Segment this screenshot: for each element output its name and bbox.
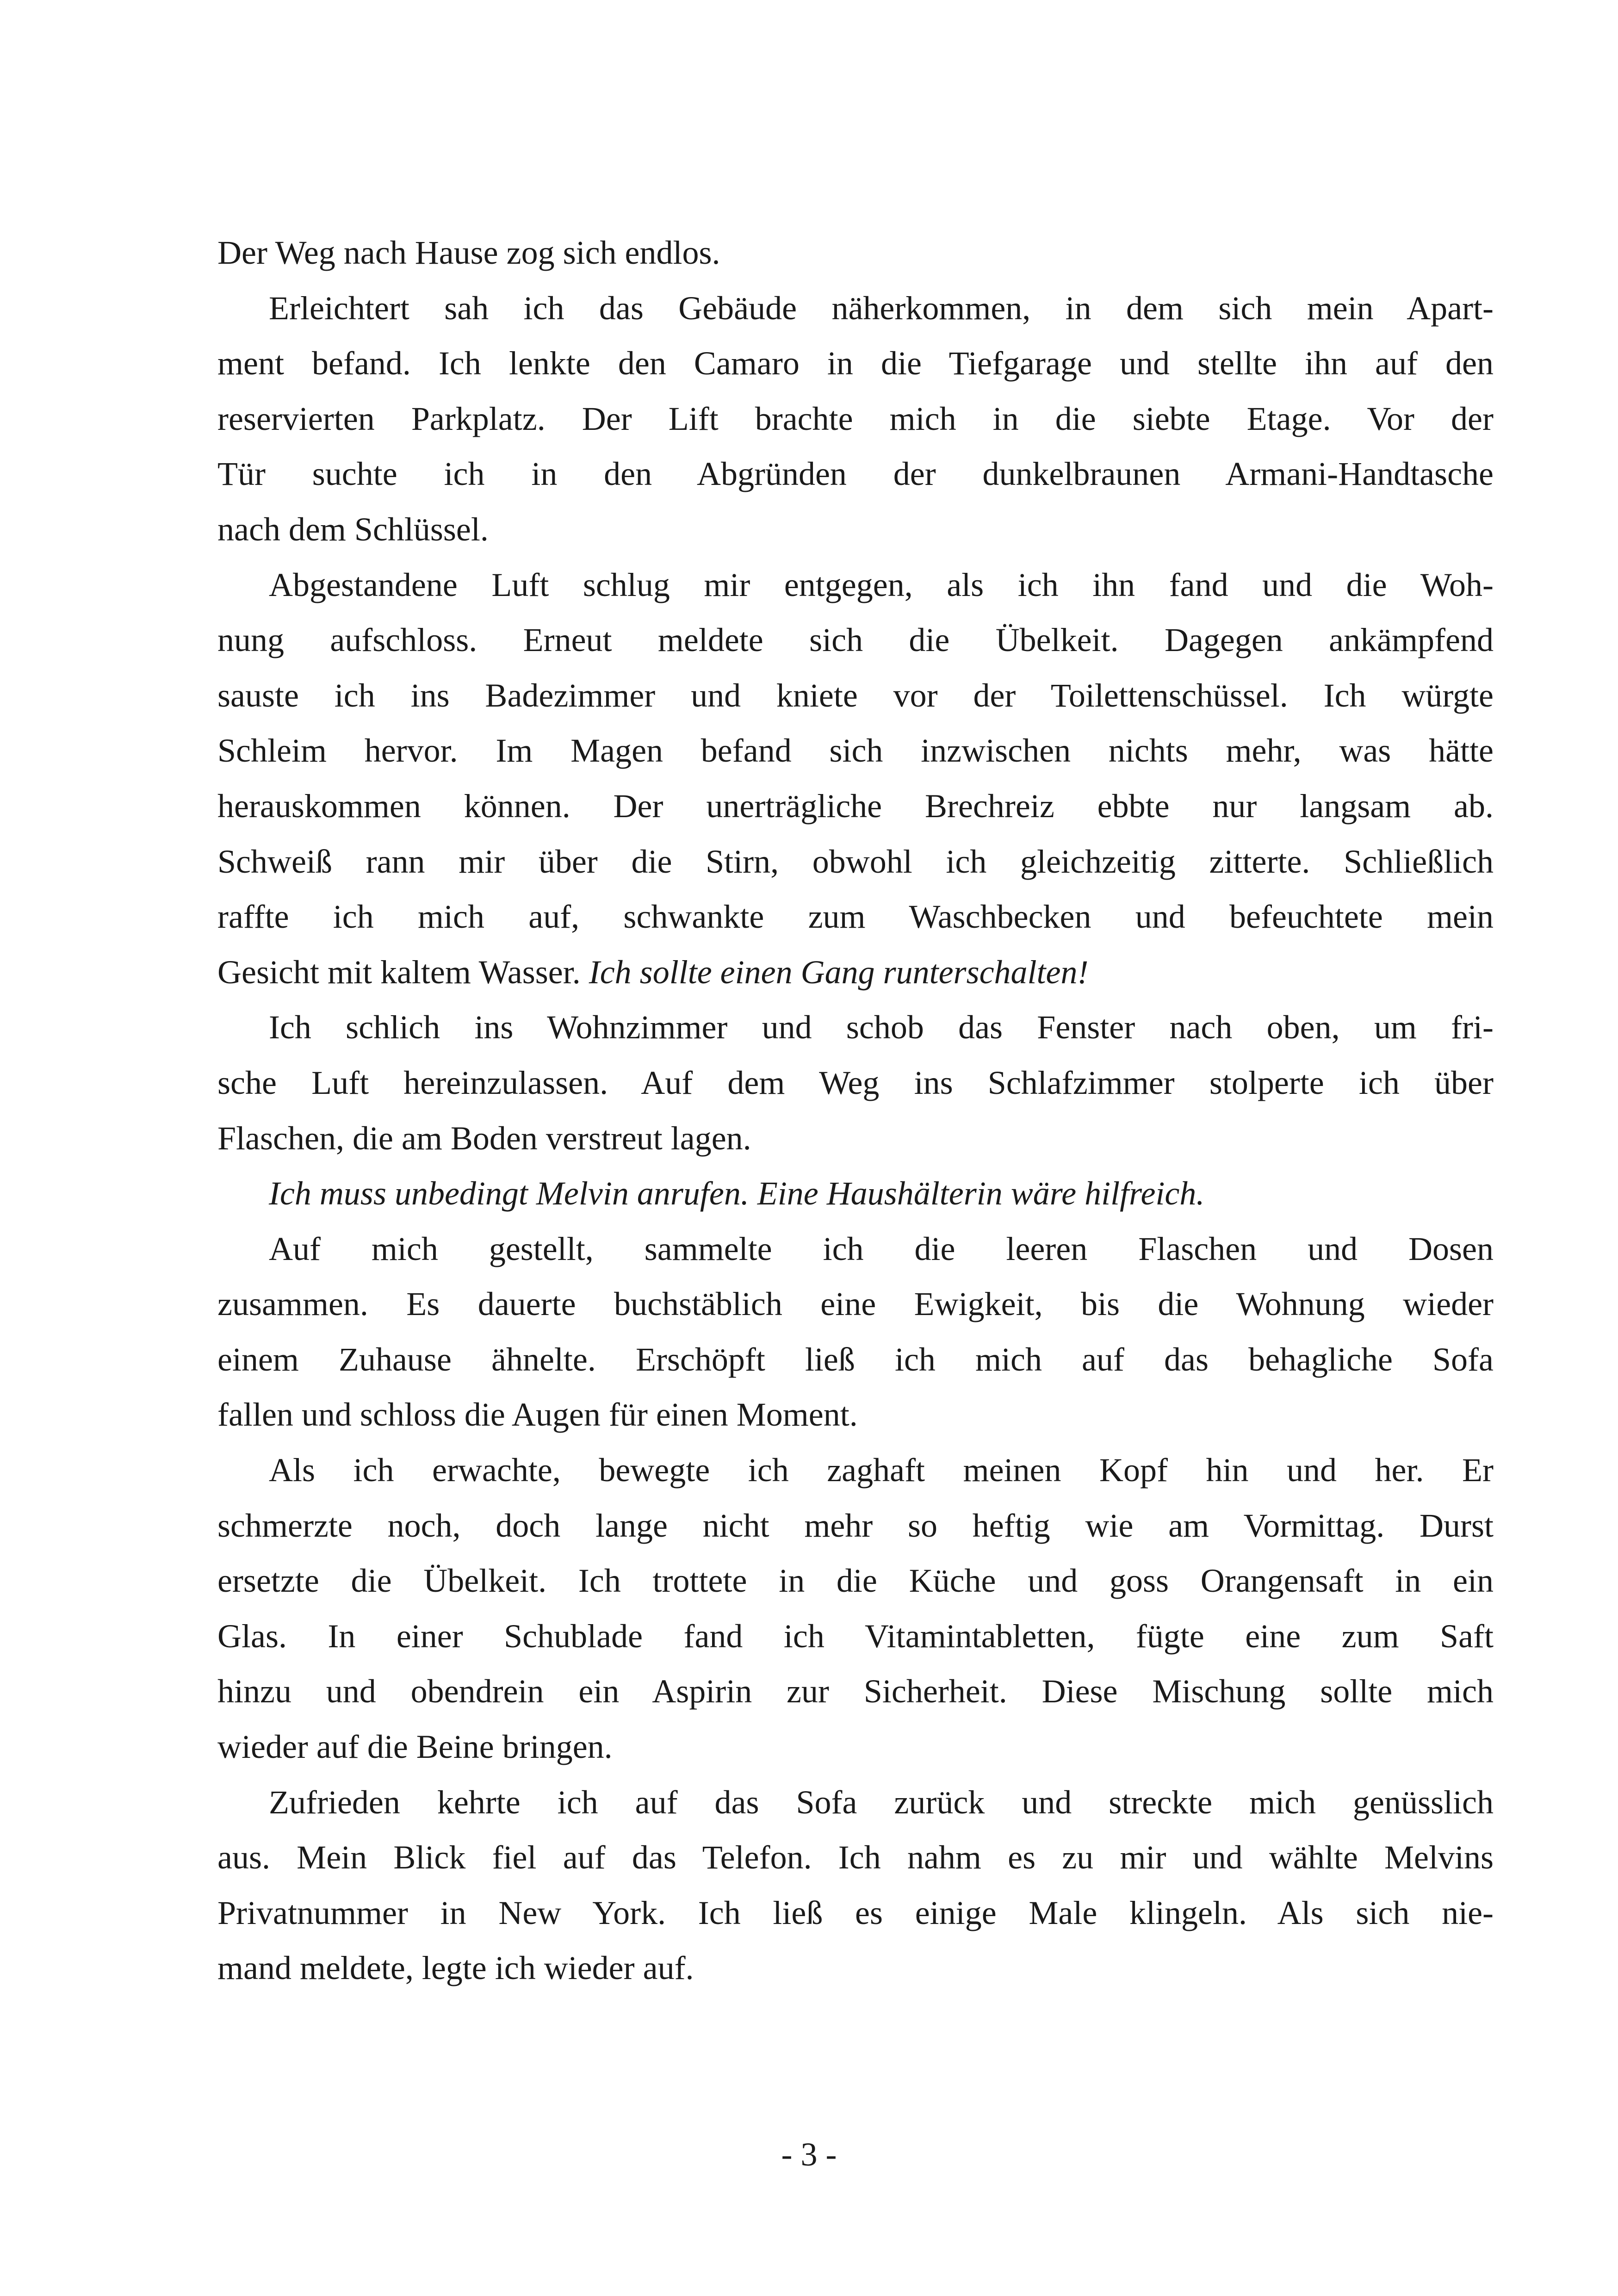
- text-line: Ich muss unbedingt Melvin anrufen. Eine Haushälterin wäre hilfreich.: [269, 1175, 1205, 1212]
- text-line: reservierten Parkplatz. Der Lift brachte mich in die siebte Etage. Vor der: [217, 400, 1494, 437]
- text-line: mand meldete, legte ich wieder auf.: [217, 1949, 694, 1987]
- text-line: fallen und schloss die Augen für einen Moment.: [217, 1396, 858, 1433]
- paragraph: [217, 225, 1494, 281]
- text-line: wieder auf die Beine bringen.: [217, 1728, 613, 1766]
- text-line: aus. Mein Blick fiel auf das Telefon. Ich nahm es zu mir und wählte Melvins: [217, 1839, 1494, 1876]
- text-line: nung aufschloss. Erneut meldete sich die Übelkeit. Dagegen ankämpfend: [217, 621, 1494, 659]
- text-line: Der Weg nach Hause zog sich endlos.: [217, 234, 720, 271]
- text-line: Zufrieden kehrte ich auf das Sofa zurück und streckte mich genüsslich: [269, 1783, 1494, 1821]
- text-line: herauskommen können. Der unerträgliche Brechreiz ebbte nur langsam ab.: [217, 787, 1494, 825]
- line-text: Gesicht mit kaltem Wasser.: [217, 953, 589, 991]
- text-line: zusammen. Es dauerte buchstäblich eine Ewigkeit, bis die Wohnung wieder: [217, 1285, 1494, 1323]
- text-line: Erleichtert sah ich das Gebäude näherkommen, in dem sich mein Apart-: [269, 289, 1494, 327]
- text-line: Abgestandene Luft schlug mir entgegen, als ich ihn fand und die Woh-: [269, 566, 1494, 603]
- text-line: [217, 945, 1494, 1000]
- text-line: raffte ich mich auf, schwankte zum Waschbecken und befeuchtete mein: [217, 898, 1494, 936]
- paragraph: [217, 1443, 1494, 1775]
- text-line: Als ich erwachte, bewegte ich zaghaft meinen Kopf hin und her. Er: [269, 1452, 1494, 1489]
- paragraph: [217, 281, 1494, 558]
- text-line: Schweiß rann mir über die Stirn, obwohl ich gleichzeitig zitterte. Schließlich: [217, 843, 1494, 880]
- paragraph: [217, 1166, 1494, 1222]
- text-line: ersetzte die Übelkeit. Ich trottete in die Küche und goss Orangensaft in ein: [217, 1562, 1494, 1600]
- paragraph: [217, 1222, 1494, 1443]
- text-line: Auf mich gestellt, sammelte ich die leeren Flaschen und Dosen: [269, 1230, 1494, 1267]
- paragraph: [217, 1775, 1494, 1996]
- text-line: Tür suchte ich in den Abgründen der dunkelbraunen Armani-Handtasche: [217, 455, 1494, 493]
- italic-thought: Ich sollte einen Gang runterschalten!: [589, 953, 1089, 991]
- text-line: Ich schlich ins Wohnzimmer und schob das Fenster nach oben, um fri-: [269, 1009, 1494, 1046]
- paragraph: [217, 558, 1494, 1000]
- text-line: schmerzte noch, doch lange nicht mehr so heftig wie am Vormittag. Durst: [217, 1507, 1494, 1544]
- text-line: hinzu und obendrein ein Aspirin zur Sicherheit. Diese Mischung sollte mich: [217, 1673, 1494, 1710]
- text-line: einem Zuhause ähnelte. Erschöpft ließ ich mich auf das behagliche Sofa: [217, 1340, 1494, 1378]
- text-line: Glas. In einer Schublade fand ich Vitamintabletten, fügte eine zum Saft: [217, 1617, 1494, 1655]
- body-text: [217, 225, 1494, 1996]
- text-line: Schleim hervor. Im Magen befand sich inzwischen nichts mehr, was hätte: [217, 732, 1494, 769]
- text-line: nach dem Schlüssel.: [217, 510, 489, 548]
- text-line: Flaschen, die am Boden verstreut lagen.: [217, 1119, 751, 1157]
- text-line: sche Luft hereinzulassen. Auf dem Weg ins Schlafzimmer stolperte ich über: [217, 1064, 1494, 1101]
- text-line: Privatnummer in New York. Ich ließ es einige Male klingeln. Als sich nie-: [217, 1894, 1494, 1931]
- text-line: sauste ich ins Badezimmer und kniete vor der Toilettenschüssel. Ich würgte: [217, 676, 1494, 714]
- page-number: - 3 -: [781, 2136, 837, 2173]
- paragraph: [217, 1000, 1494, 1166]
- text-line: ment befand. Ich lenkte den Camaro in die Tiefgarage und stellte ihn auf den: [217, 345, 1494, 382]
